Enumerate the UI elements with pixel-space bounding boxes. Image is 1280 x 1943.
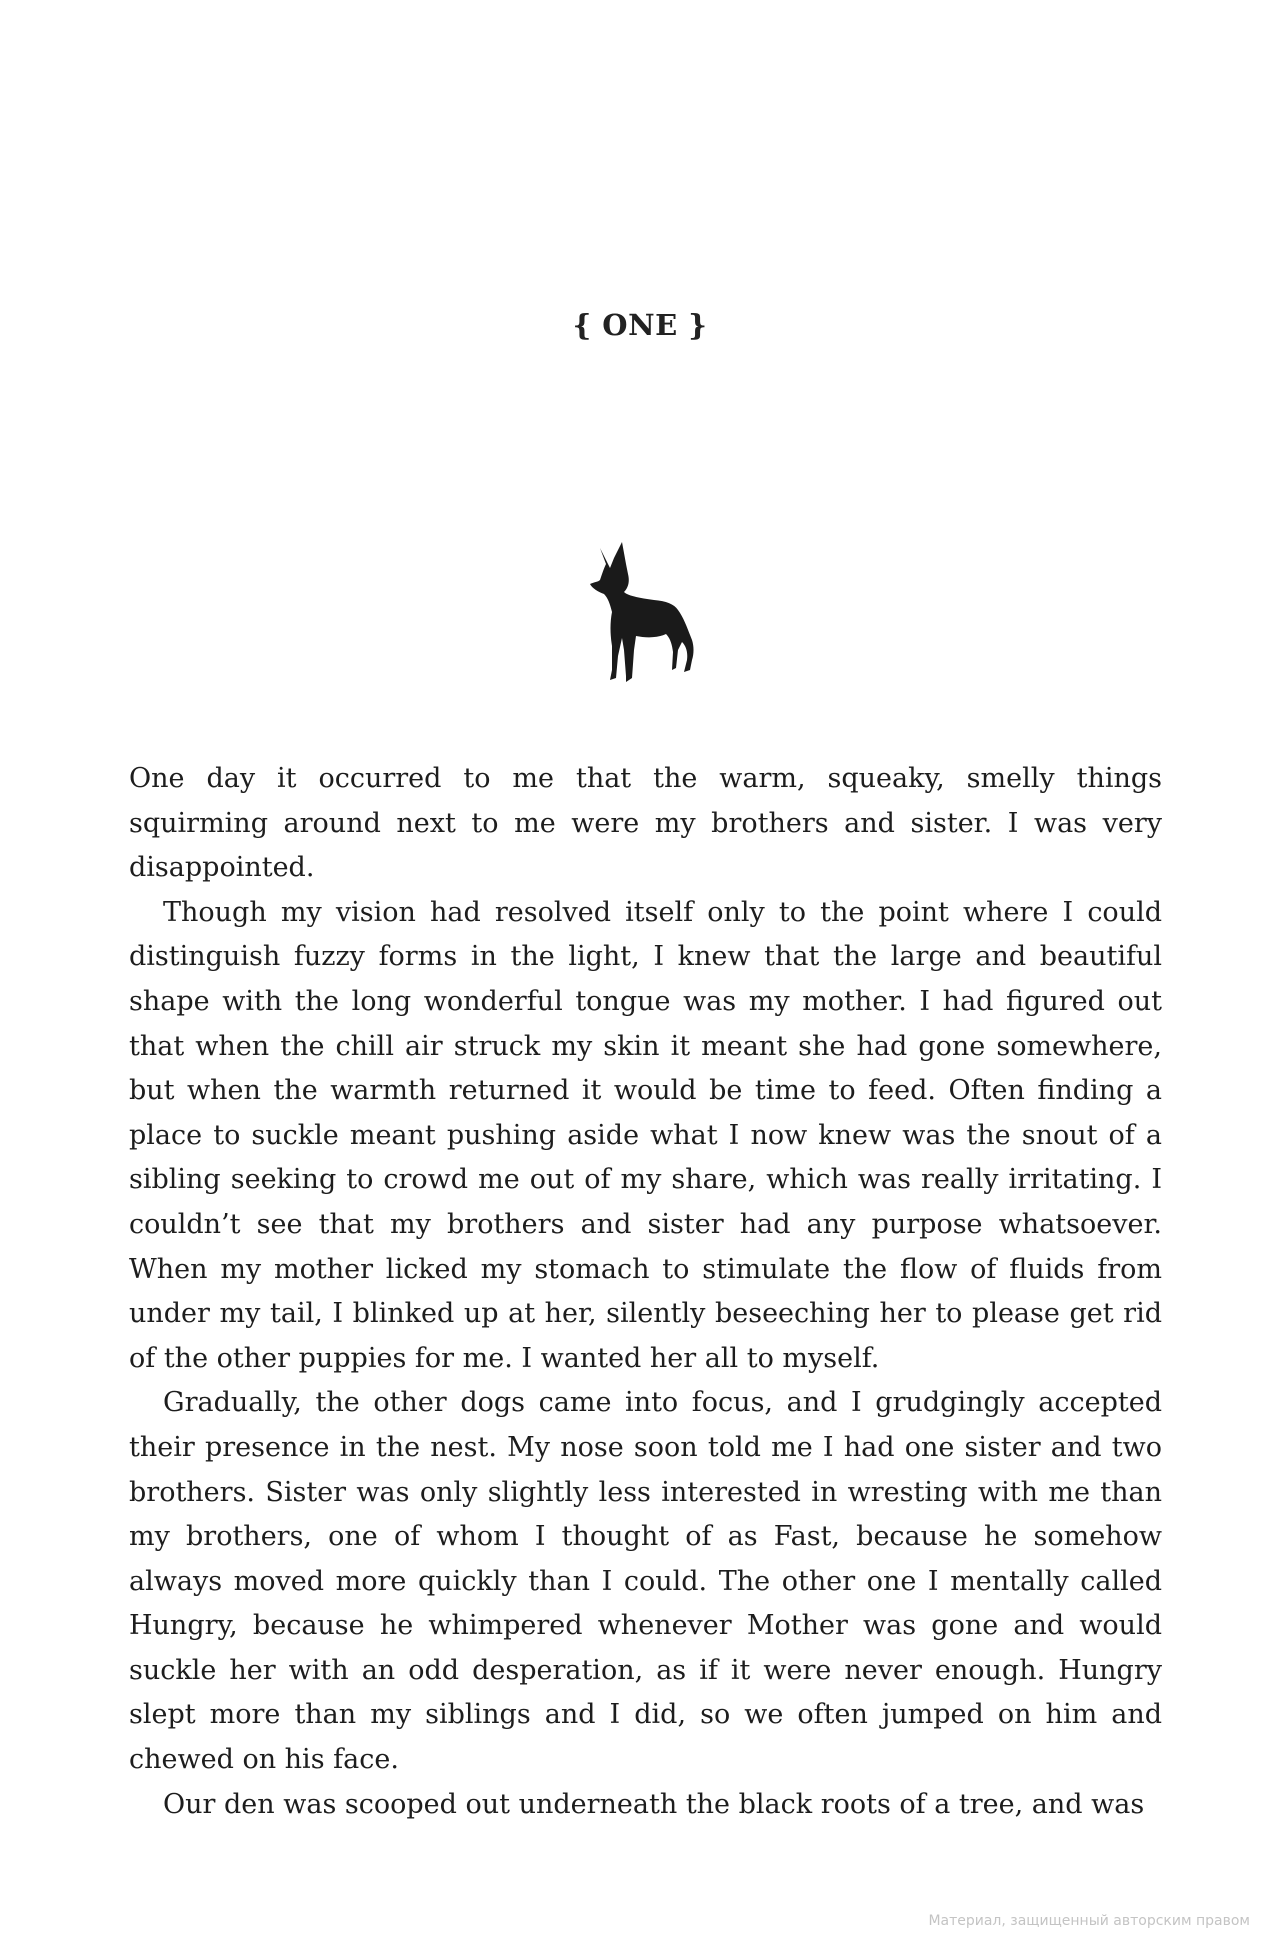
chapter-heading: { ONE } [572,308,708,342]
chapter-body [129,757,1162,1827]
dog-silhouette-icon [588,538,700,684]
paragraph-3: Gradually, the other dogs came into focus, and I grudgingly accepted their presence in the nest. My nose soon told me I had one sister and two brothers. Sister was only slightly less interested in wresting with me than my brothers, one of whom I thought of as Fast, because he somehow always moved more quickly than I could. The other one I mentally called Hungry, because he whimpered whenever Mother was gone and would suckle her with an odd desperation, as if it were never enough. Hungry slept more than my siblings and I did, so we often jumped on him and chewed on his face. [129,1387,1162,1776]
paragraph-1: One day it occurred to me that the warm, squeaky, smelly things squirming around next to me were my brothers and sister. I was very disappointed. [129,763,1162,884]
copyright-watermark: Материал, защищенный авторским правом [928,1913,1250,1929]
paragraph-2: Though my vision had resolved itself only to the point where I could distinguish fuzzy forms in the light, I knew that the large and beautiful shape with the long wonderful tongue was my mother. I had figured out that when the chill air struck my skin it meant she had gone somewhere, but when the warmth returned it would be time to feed. Often finding a place to suckle meant pushing aside what I now knew was the snout of a sibling seeking to crowd me out of my share, which was really irritating. I couldn’t see that my brothers and sister had any purpose whatsoever. When my mother licked my stomach to stimulate the flow of fluids from under my tail, I blinked up at her, silently beseeching her to please get rid of the other puppies for me. I wanted her all to myself. [129,896,1162,1374]
paragraph-4: Our den was scooped out underneath the black roots of a tree, and was [163,1788,1145,1820]
